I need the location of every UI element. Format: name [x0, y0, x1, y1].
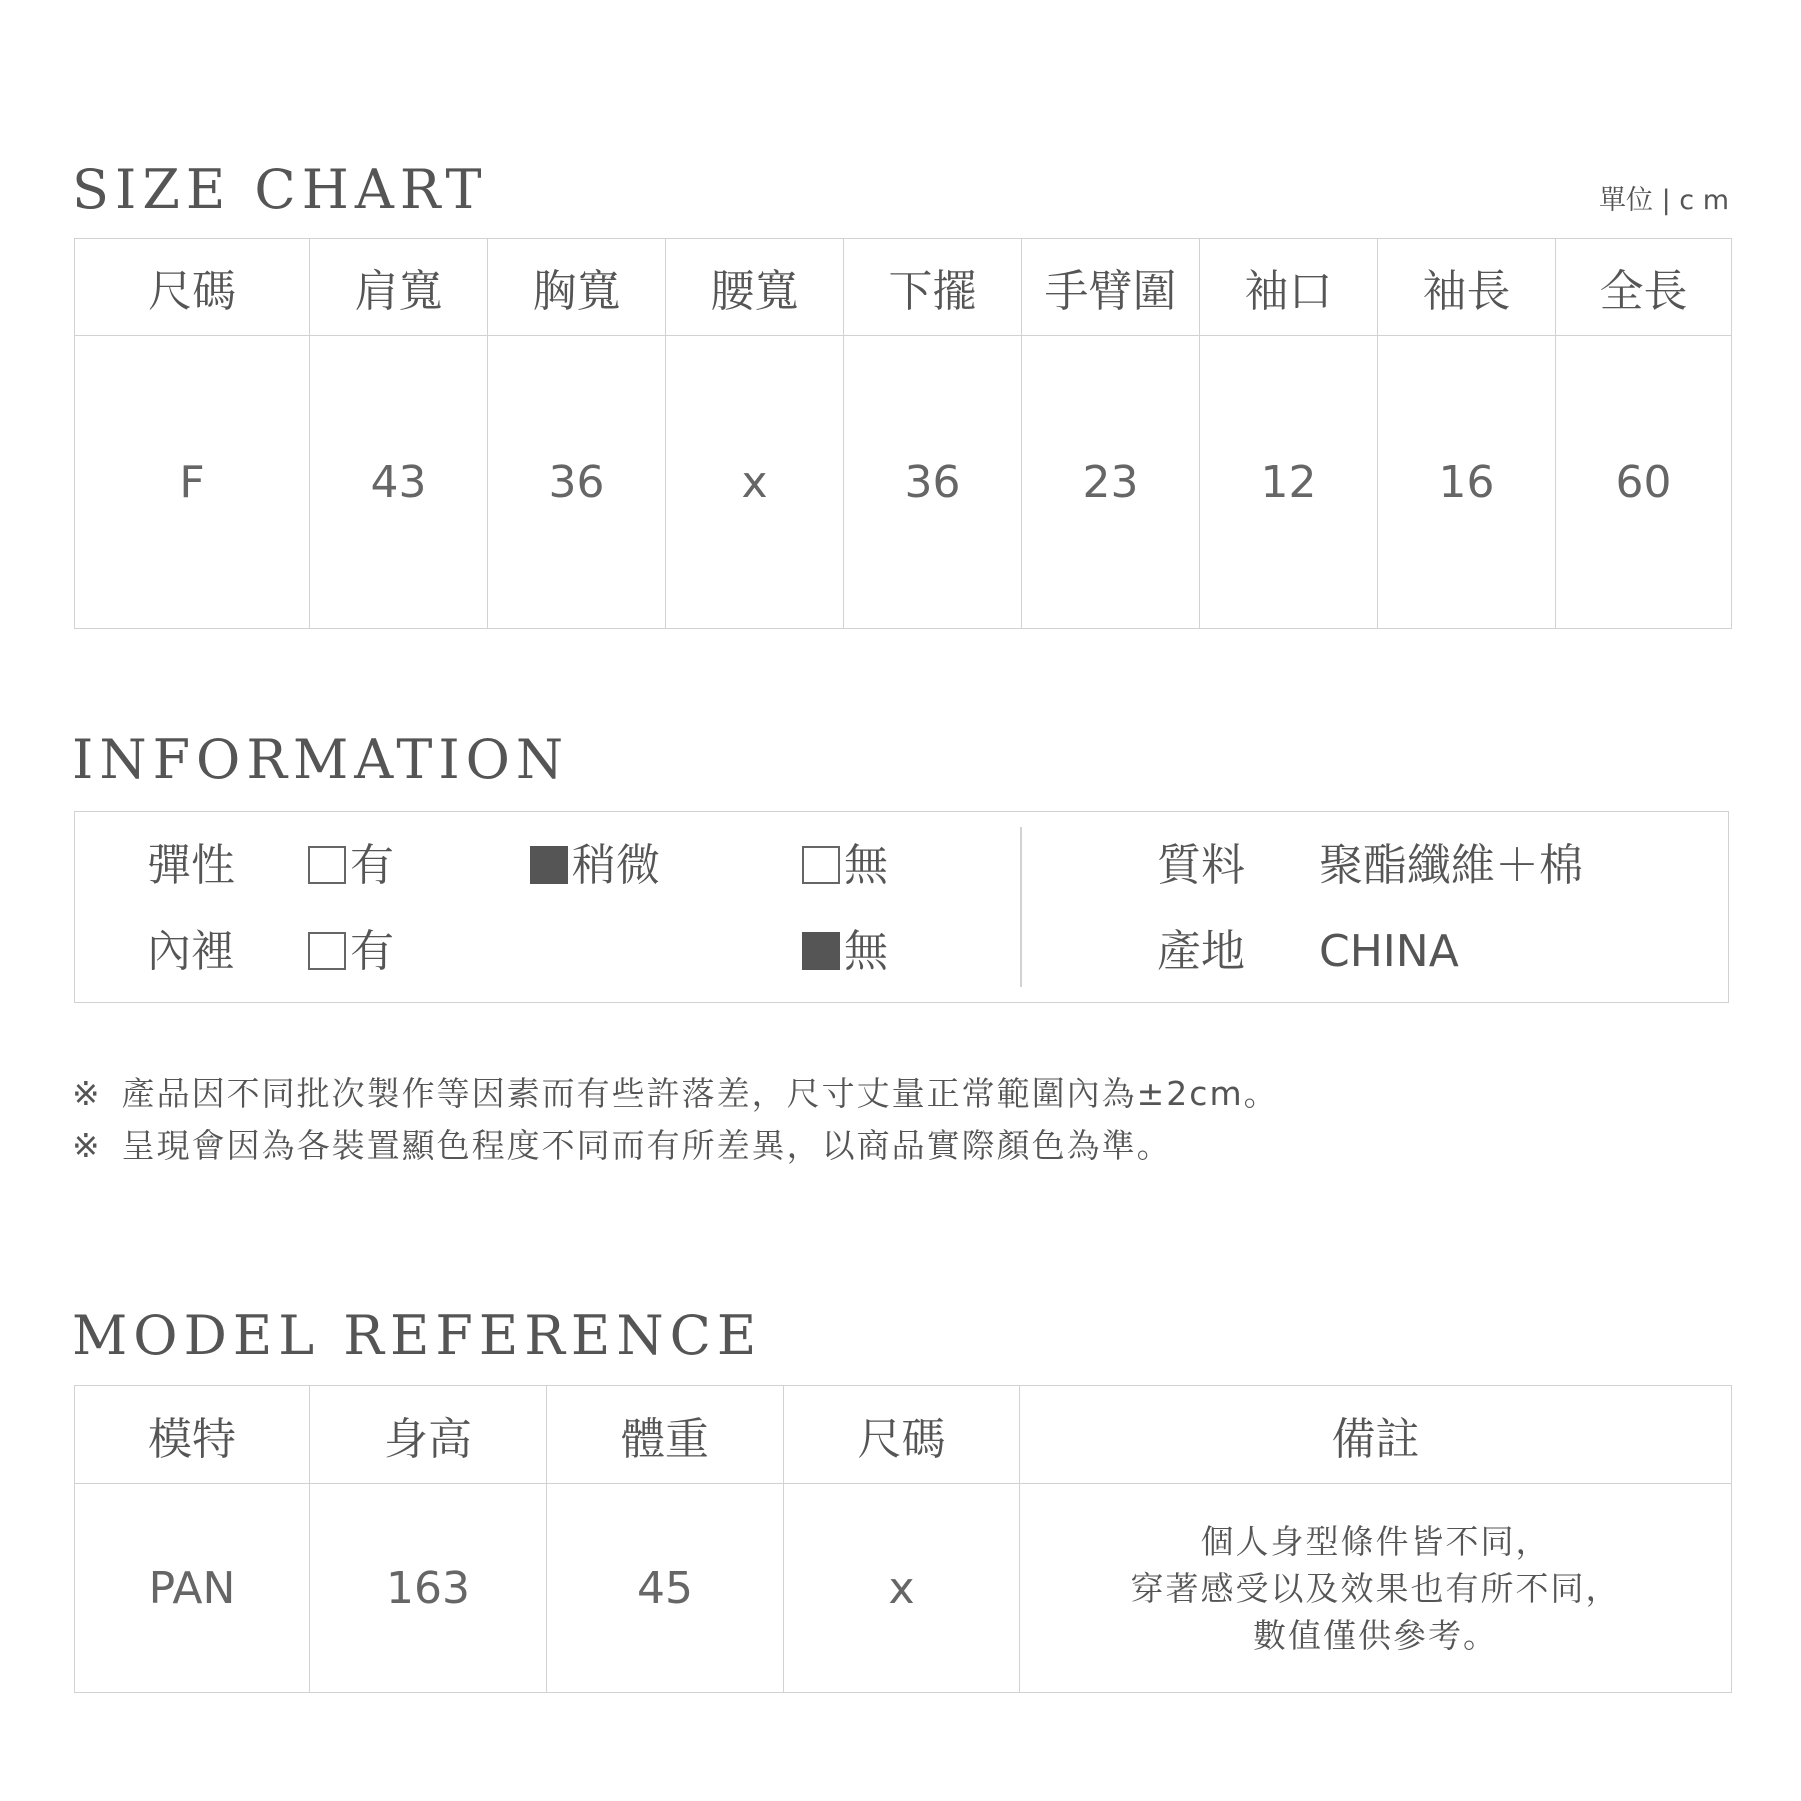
- elasticity-option-none: [802, 842, 888, 890]
- remark-line: 個人身型條件皆不同，: [1200, 1521, 1551, 1561]
- header-height: 身高: [310, 1386, 547, 1484]
- checkbox-empty-icon: [802, 846, 840, 884]
- checkbox-filled-icon: [802, 932, 840, 970]
- header-sleeve: 袖長: [1378, 239, 1556, 336]
- size-chart-table: [74, 238, 1732, 629]
- header-arm: 手臂圍: [1022, 239, 1200, 336]
- header-weight: 體重: [547, 1386, 784, 1484]
- option-label: 有: [350, 840, 394, 891]
- header-size: 尺碼: [784, 1386, 1020, 1484]
- reference-mark-icon: ※: [72, 1126, 102, 1165]
- cell-size: F: [75, 336, 310, 629]
- cell-weight: 45: [547, 1484, 784, 1693]
- info-divider: [1020, 827, 1022, 987]
- lining-option-yes: [308, 928, 394, 976]
- cell-chest: 36: [488, 336, 666, 629]
- cell-model-name: PAN: [75, 1484, 310, 1693]
- information-box: [74, 811, 1729, 1003]
- note-text: 呈現會因為各裝置顯色程度不同而有所差異，以商品實際顏色為準。: [121, 1126, 1172, 1165]
- header-model: 模特: [75, 1386, 310, 1484]
- lining-label: 內裡: [147, 926, 235, 977]
- checkbox-empty-icon: [308, 846, 346, 884]
- cell-length: 60: [1556, 336, 1732, 629]
- header-size: 尺碼: [75, 239, 310, 336]
- model-reference-table: [74, 1385, 1732, 1693]
- size-chart-header-row: [75, 239, 1732, 336]
- checkbox-filled-icon: [530, 846, 568, 884]
- note-text: 產品因不同批次製作等因素而有些許落差，尺寸丈量正常範圍內為±2cm。: [121, 1074, 1279, 1113]
- remark-line: 數值僅供參考。: [1253, 1615, 1498, 1655]
- option-label: 稍微: [572, 840, 660, 891]
- cell-remark: [1020, 1484, 1732, 1693]
- size-chart-title: SIZE CHART: [72, 158, 488, 221]
- header-waist: 腰寬: [666, 239, 844, 336]
- material-value: 聚酯纖維＋棉: [1319, 840, 1583, 891]
- material-label: 質料: [1157, 840, 1245, 891]
- note-item: [72, 1120, 1279, 1172]
- origin-label: 產地: [1157, 926, 1245, 977]
- model-header-row: [75, 1386, 1732, 1484]
- cell-arm: 23: [1022, 336, 1200, 629]
- header-cuff: 袖口: [1200, 239, 1378, 336]
- option-label: 無: [844, 926, 888, 977]
- header-chest: 胸寬: [488, 239, 666, 336]
- elasticity-option-slight: [530, 842, 660, 890]
- notes: [72, 1068, 1279, 1172]
- header-length: 全長: [1556, 239, 1732, 336]
- option-label: 無: [844, 840, 888, 891]
- unit-label: 單位 | c m: [1599, 185, 1729, 216]
- information-title: INFORMATION: [72, 728, 570, 791]
- origin-value: CHINA: [1319, 926, 1459, 977]
- cell-sleeve: 16: [1378, 336, 1556, 629]
- header-remark: 備註: [1020, 1386, 1732, 1484]
- option-label: 有: [350, 926, 394, 977]
- cell-waist: x: [666, 336, 844, 629]
- table-row: [75, 336, 1732, 629]
- lining-option-none: [802, 928, 888, 976]
- cell-size: x: [784, 1484, 1020, 1693]
- header-shoulder: 肩寬: [310, 239, 488, 336]
- header-hem: 下擺: [844, 239, 1022, 336]
- reference-mark-icon: ※: [72, 1074, 102, 1113]
- table-row: [75, 1484, 1732, 1693]
- cell-shoulder: 43: [310, 336, 488, 629]
- model-reference-title: MODEL REFERENCE: [72, 1304, 763, 1367]
- elasticity-option-yes: [308, 842, 394, 890]
- cell-cuff: 12: [1200, 336, 1378, 629]
- checkbox-empty-icon: [308, 932, 346, 970]
- cell-hem: 36: [844, 336, 1022, 629]
- note-item: [72, 1068, 1279, 1120]
- elasticity-label: 彈性: [147, 840, 235, 891]
- cell-height: 163: [310, 1484, 547, 1693]
- remark-line: 穿著感受以及效果也有所不同，: [1130, 1568, 1621, 1608]
